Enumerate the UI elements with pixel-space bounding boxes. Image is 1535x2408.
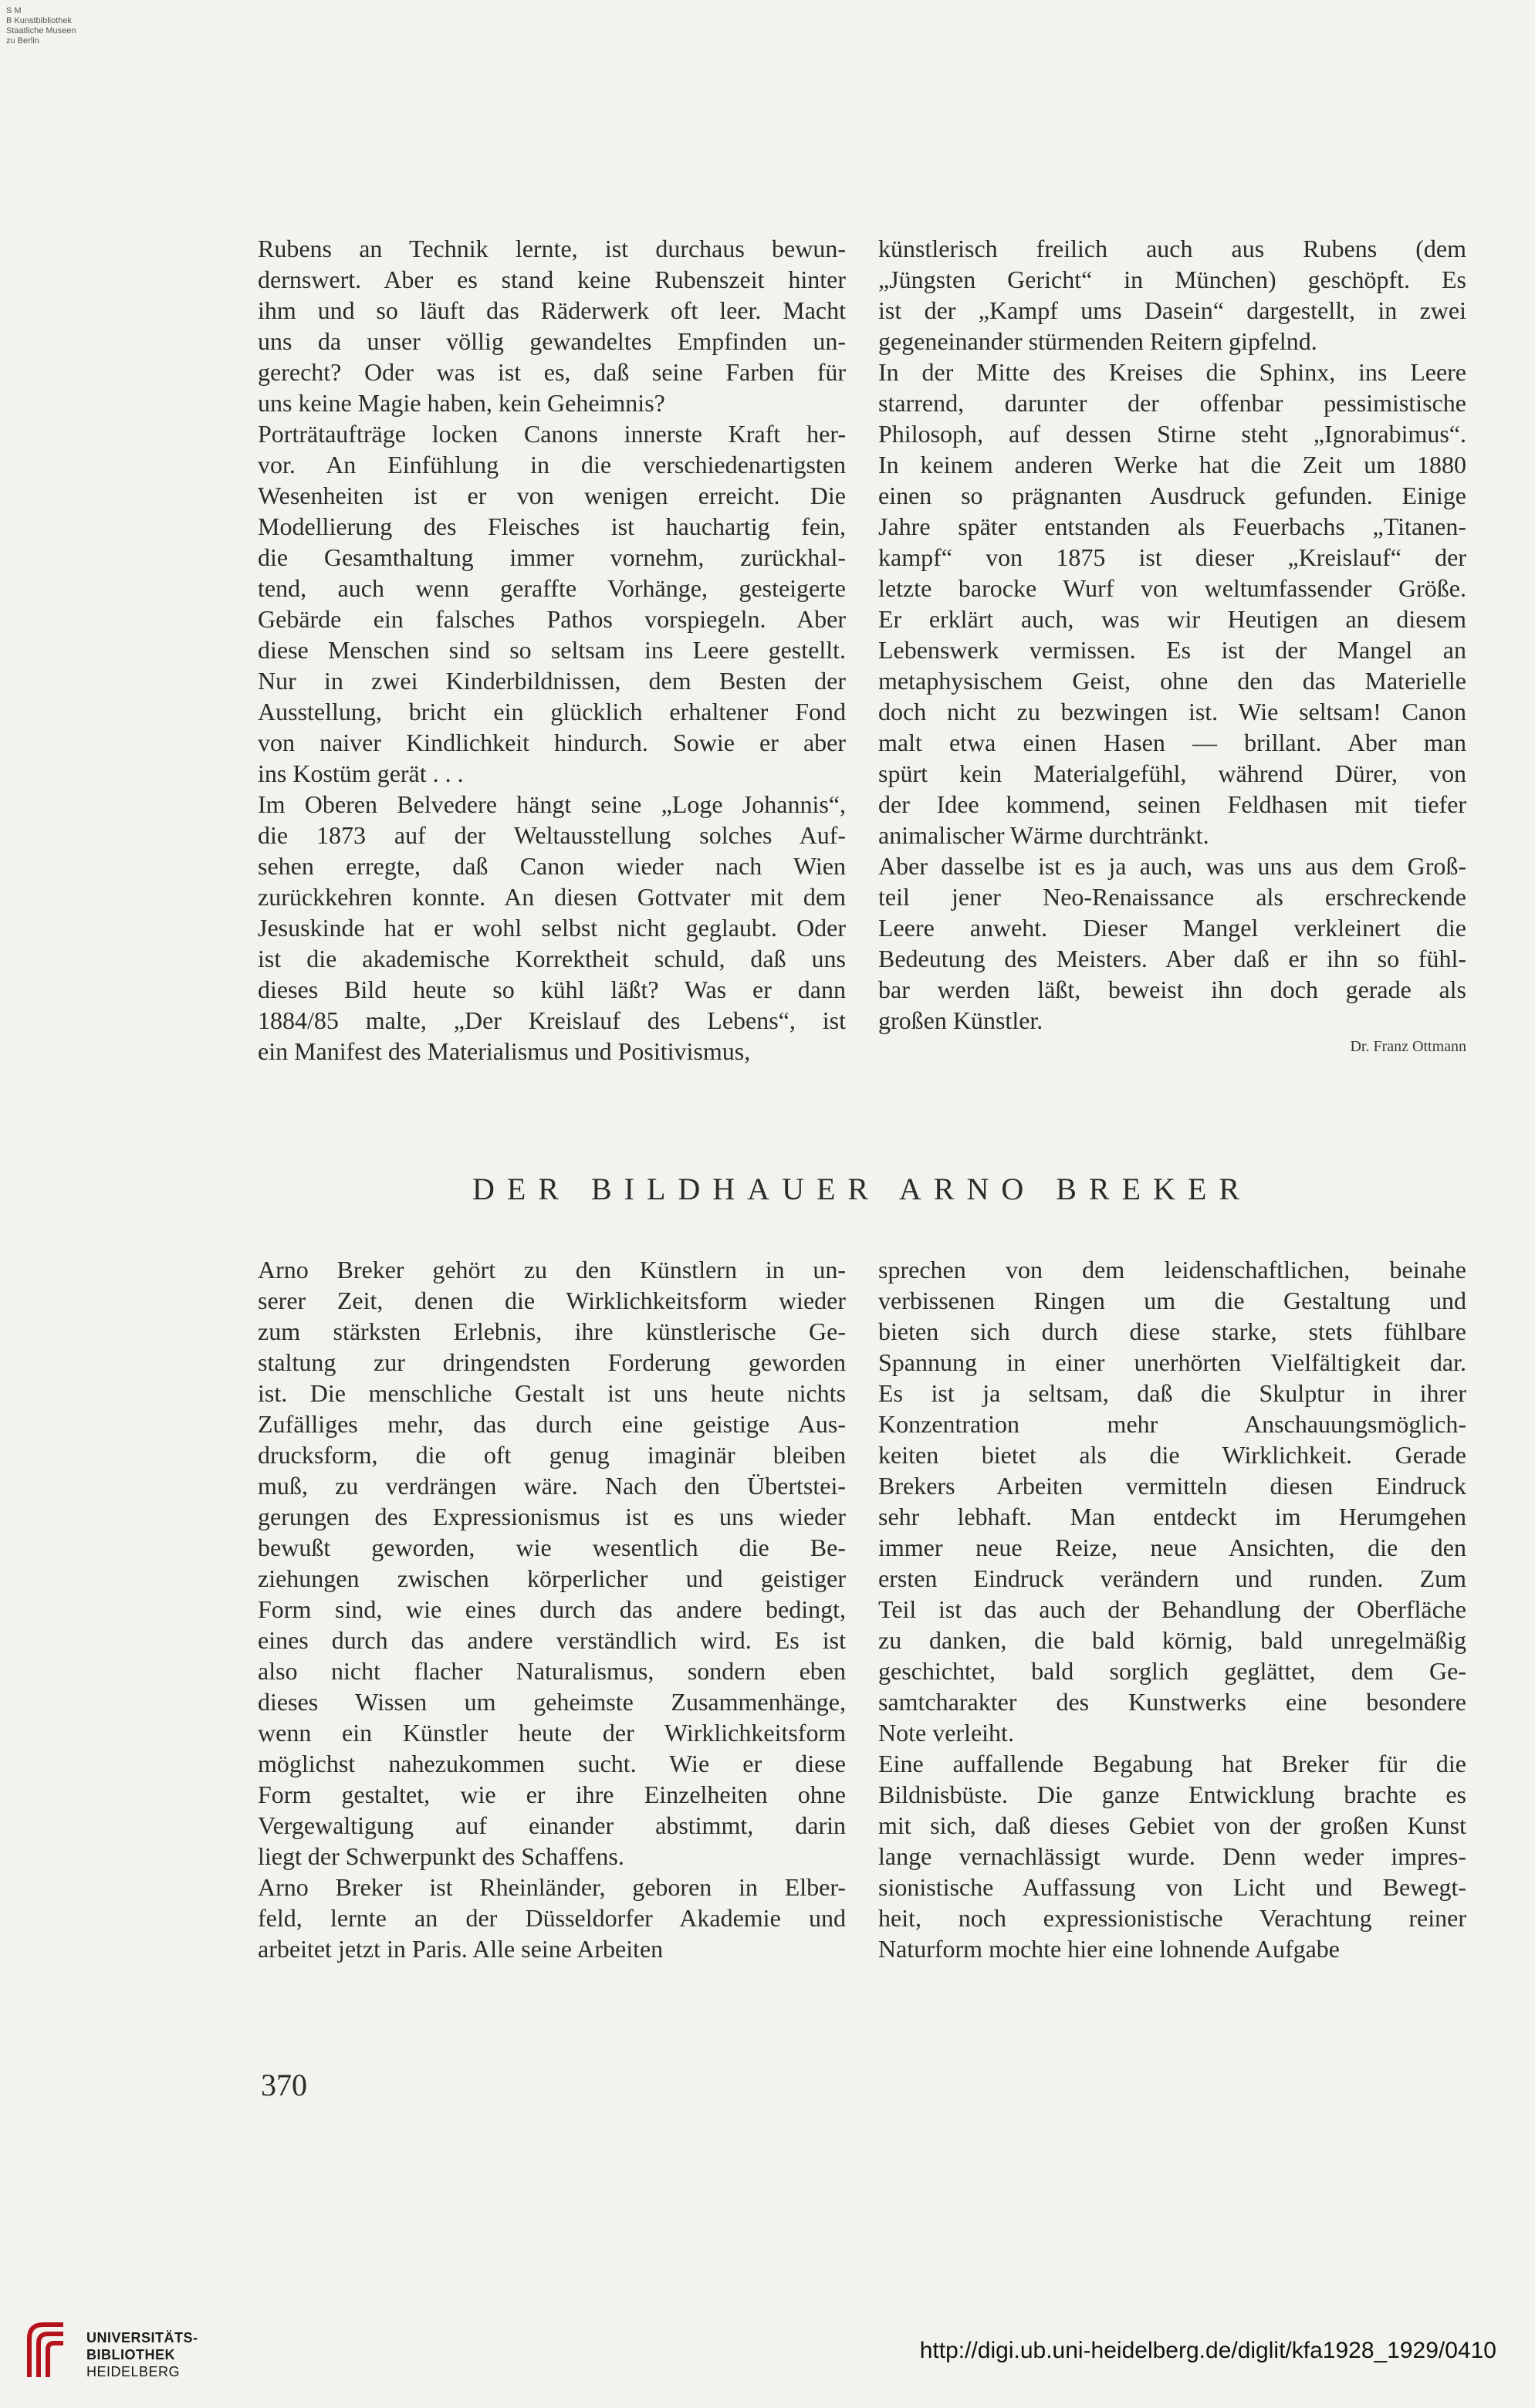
text-line: die Gesamthaltung immer vornehm, zurückhal- xyxy=(258,543,846,571)
text-line: Philosoph, auf dessen Stirne steht „Ignorabimus“. xyxy=(878,420,1466,448)
text-line: gegeneinander stürmenden Reitern gipfelnd. xyxy=(878,327,1317,355)
column-top-right xyxy=(878,233,1466,1036)
stamp-line: S M xyxy=(6,6,22,15)
article-heading: DER BILDHAUER ARNO BREKER xyxy=(472,1172,1253,1206)
text-line: Bildnisbüste. Die ganze Entwicklung brachte es xyxy=(878,1781,1466,1808)
text-line: gerungen des Expressionismus ist es uns wieder xyxy=(258,1503,846,1530)
author-signature: Dr. Franz Ottmann xyxy=(1350,1038,1466,1055)
text-line: 1884/85 malte, „Der Kreislauf des Lebens“, ist xyxy=(258,1006,846,1034)
text-line: arbeitet jetzt in Paris. Alle seine Arbeiten xyxy=(258,1935,664,1963)
text-line: kampf“ von 1875 ist dieser „Kreislauf“ der xyxy=(878,543,1466,571)
text-line: zurückkehren konnte. An diesen Gottvater mit dem xyxy=(258,883,846,911)
text-line: Form sind, wie eines durch das andere bedingt, xyxy=(258,1595,846,1623)
text-line: heit, noch expressionistische Verachtung reiner xyxy=(878,1904,1466,1932)
text-line: verbissenen Ringen um die Gestaltung und xyxy=(878,1287,1466,1314)
text-line: Teil ist das auch der Behandlung der Oberfläche xyxy=(878,1595,1466,1623)
stamp-line: B Kunstbibliothek xyxy=(6,16,72,25)
university-library-logo-icon xyxy=(22,2315,76,2385)
library-line: UNIVERSITÄTS- xyxy=(86,2330,198,2345)
source-url-link[interactable]: http://digi.ub.uni-heidelberg.de/diglit/kfa1928_1929/0410 xyxy=(919,2338,1496,2363)
text-line: Aber dasselbe ist es ja auch, was uns aus dem Groß- xyxy=(878,852,1466,880)
text-line: animalischer Wärme durchtränkt. xyxy=(878,821,1209,849)
text-line: ziehungen zwischen körperlicher und geistiger xyxy=(258,1564,846,1592)
text-line: liegt der Schwerpunkt des Schaffens. xyxy=(258,1842,624,1870)
text-line: wenn ein Künstler heute der Wirklichkeitsform xyxy=(258,1719,846,1747)
text-line: vor. An Einfühlung in die verschiedenartigsten xyxy=(258,451,846,479)
library-name xyxy=(86,2329,198,2380)
text-line: Vergewaltigung auf einander abstimmt, darin xyxy=(258,1811,846,1839)
text-line: der Idee kommend, seinen Feldhasen mit tiefer xyxy=(878,790,1466,818)
text-line: künstlerisch freilich auch aus Rubens (dem xyxy=(878,235,1466,262)
text-line: malt etwa einen Hasen — brillant. Aber man xyxy=(878,729,1466,756)
text-line: Lebenswerk vermissen. Es ist der Mangel an xyxy=(878,636,1466,664)
page-number: 370 xyxy=(261,2068,307,2102)
column-bottom-right xyxy=(878,1254,1466,1964)
text-line: feld, lernte an der Düsseldorfer Akademie und xyxy=(258,1904,846,1932)
library-stamp xyxy=(6,6,76,46)
text-line: metaphysischem Geist, ohne den das Materielle xyxy=(878,667,1466,695)
text-line: bieten sich durch diese starke, stets fühlbare xyxy=(878,1317,1466,1345)
text-line: serer Zeit, denen die Wirklichkeitsform wieder xyxy=(258,1287,846,1314)
text-line: großen Künstler. xyxy=(878,1006,1043,1034)
text-line: Spannung in einer unerhörten Vielfältigkeit dar. xyxy=(878,1348,1466,1376)
text-line: Brekers Arbeiten vermitteln diesen Eindruck xyxy=(878,1472,1466,1500)
text-line: Nur in zwei Kinderbildnissen, dem Besten der xyxy=(258,667,846,695)
text-line: Note verleiht. xyxy=(878,1719,1014,1747)
text-line: staltung zur dringendsten Forderung geworden xyxy=(258,1348,846,1376)
text-line: zu danken, die bald körnig, bald unregelmäßig xyxy=(878,1626,1466,1654)
text-line: Wesenheiten ist er von wenigen erreicht. Die xyxy=(258,482,846,509)
text-line: Leere anweht. Dieser Mangel verkleinert die xyxy=(878,914,1466,942)
library-line: HEIDELBERG xyxy=(86,2364,181,2379)
text-line: letzte barocke Wurf von weltumfassender Größe. xyxy=(878,574,1466,602)
text-line: In der Mitte des Kreises die Sphinx, ins Leere xyxy=(878,358,1466,386)
text-line: möglichst nahezukommen sucht. Wie er diese xyxy=(258,1750,846,1777)
column-top-left xyxy=(258,233,846,1067)
text-line: sprechen von dem leidenschaftlichen, beinahe xyxy=(878,1256,1466,1283)
text-line: tend, auch wenn geraffte Vorhänge, gesteigerte xyxy=(258,574,846,602)
text-line: mit sich, daß dieses Gebiet von der großen Kunst xyxy=(878,1811,1466,1839)
text-line: uns da unser völlig gewandeltes Empfinden un- xyxy=(258,327,846,355)
text-line: sehr lebhaft. Man entdeckt im Herumgehen xyxy=(878,1503,1466,1530)
text-line: die 1873 auf der Weltausstellung solches Auf- xyxy=(258,821,846,849)
text-line: sehen erregte, daß Canon wieder nach Wien xyxy=(258,852,846,880)
text-line: ist die akademische Korrektheit schuld, daß uns xyxy=(258,945,846,972)
text-line: spürt kein Materialgefühl, während Dürer, von xyxy=(878,759,1466,787)
text-line: ins Kostüm gerät . . . xyxy=(258,759,464,787)
text-line: Zufälliges mehr, das durch eine geistige Aus- xyxy=(258,1410,846,1438)
text-line: also nicht flacher Naturalismus, sondern eben xyxy=(258,1657,846,1685)
text-line: Eine auffallende Begabung hat Breker für die xyxy=(878,1750,1466,1777)
text-line: ist. Die menschliche Gestalt ist uns heute nichts xyxy=(258,1379,846,1407)
text-line: Form gestaltet, wie er ihre Einzelheiten ohne xyxy=(258,1781,846,1808)
text-line: ist der „Kampf ums Dasein“ dargestellt, in zwei xyxy=(878,296,1466,324)
text-line: diese Menschen sind so seltsam ins Leere gestellt. xyxy=(258,636,846,664)
text-line: immer neue Reize, neue Ansichten, die den xyxy=(878,1534,1466,1561)
text-line: muß, zu verdrängen wäre. Nach den Übertstei- xyxy=(258,1472,846,1500)
text-line: Gebärde ein falsches Pathos vorspiegeln. Aber xyxy=(258,605,846,633)
stamp-line: Staatliche Museen xyxy=(6,26,76,36)
text-line: einen so prägnanten Ausdruck gefunden. Einige xyxy=(878,482,1466,509)
text-line: geschichtet, bald sorglich geglättet, dem Ge- xyxy=(878,1657,1466,1685)
text-line: Rubens an Technik lernte, ist durchaus bewun- xyxy=(258,235,846,262)
text-line: Arno Breker gehört zu den Künstlern in un- xyxy=(258,1256,846,1283)
text-line: Arno Breker ist Rheinländer, geboren in Elber- xyxy=(258,1873,846,1901)
text-line: Im Oberen Belvedere hängt seine „Loge Johannis“, xyxy=(258,790,846,818)
text-line: Porträtaufträge locken Canons innerste Kraft her- xyxy=(258,420,846,448)
text-line: Ausstellung, bricht ein glücklich erhaltener Fond xyxy=(258,698,846,725)
text-line: Jahre später entstanden als Feuerbachs „Titanen- xyxy=(878,512,1466,540)
text-line: dieses Bild heute so kühl läßt? Was er dann xyxy=(258,976,846,1003)
text-line: Bedeutung des Meisters. Aber daß er ihn so fühl- xyxy=(878,945,1466,972)
text-line: „Jüngsten Gericht“ in München) geschöpft. Es xyxy=(878,265,1466,293)
text-line: starrend, darunter der offenbar pessimistische xyxy=(878,389,1466,417)
text-line: In keinem anderen Werke hat die Zeit um 1880 xyxy=(878,451,1466,479)
library-line: BIBLIOTHEK xyxy=(86,2347,175,2362)
stamp-line: zu Berlin xyxy=(6,36,39,46)
text-line: dieses Wissen um geheimste Zusammenhänge, xyxy=(258,1688,846,1716)
text-line: samtcharakter des Kunstwerks eine besondere xyxy=(878,1688,1466,1716)
text-line: sionistische Auffassung von Licht und Bewegt- xyxy=(878,1873,1466,1901)
text-line: bewußt geworden, wie wesentlich die Be- xyxy=(258,1534,846,1561)
text-line: lange vernachlässigt wurde. Denn weder impres- xyxy=(878,1842,1466,1870)
text-line: von naiver Kindlichkeit hindurch. Sowie er aber xyxy=(258,729,846,756)
text-line: Modellierung des Fleisches ist hauchartig fein, xyxy=(258,512,846,540)
text-line: zum stärksten Erlebnis, ihre künstlerische Ge- xyxy=(258,1317,846,1345)
text-line: Jesuskinde hat er wohl selbst nicht geglaubt. Oder xyxy=(258,914,846,942)
text-line: teil jener Neo-Renaissance als erschreckende xyxy=(878,883,1466,911)
text-line: dernswert. Aber es stand keine Rubenszeit hinter xyxy=(258,265,846,293)
text-line: ihm und so läuft das Räderwerk oft leer. Macht xyxy=(258,296,846,324)
text-line: uns keine Magie haben, kein Geheimnis? xyxy=(258,389,665,417)
text-line: drucksform, die oft genug imaginär bleiben xyxy=(258,1441,846,1469)
text-line: doch nicht zu bezwingen ist. Wie seltsam! Canon xyxy=(878,698,1466,725)
text-line: ein Manifest des Materialismus und Positivismus, xyxy=(258,1037,751,1065)
column-bottom-left xyxy=(258,1254,846,1964)
text-line: Er erklärt auch, was wir Heutigen an diesem xyxy=(878,605,1466,633)
text-line: eines durch das andere verständlich wird. Es ist xyxy=(258,1626,846,1654)
text-line: Naturform mochte hier eine lohnende Aufgabe xyxy=(878,1935,1340,1963)
text-line: Konzentration mehr Anschauungsmöglich- xyxy=(878,1410,1466,1438)
text-line: Es ist ja seltsam, daß die Skulptur in ihrer xyxy=(878,1379,1466,1407)
text-line: bar werden läßt, beweist ihn doch gerade als xyxy=(878,976,1466,1003)
text-line: gerecht? Oder was ist es, daß seine Farben für xyxy=(258,358,846,386)
text-line: keiten bietet als die Wirklichkeit. Gerade xyxy=(878,1441,1466,1469)
text-line: ersten Eindruck verändern und runden. Zum xyxy=(878,1564,1466,1592)
